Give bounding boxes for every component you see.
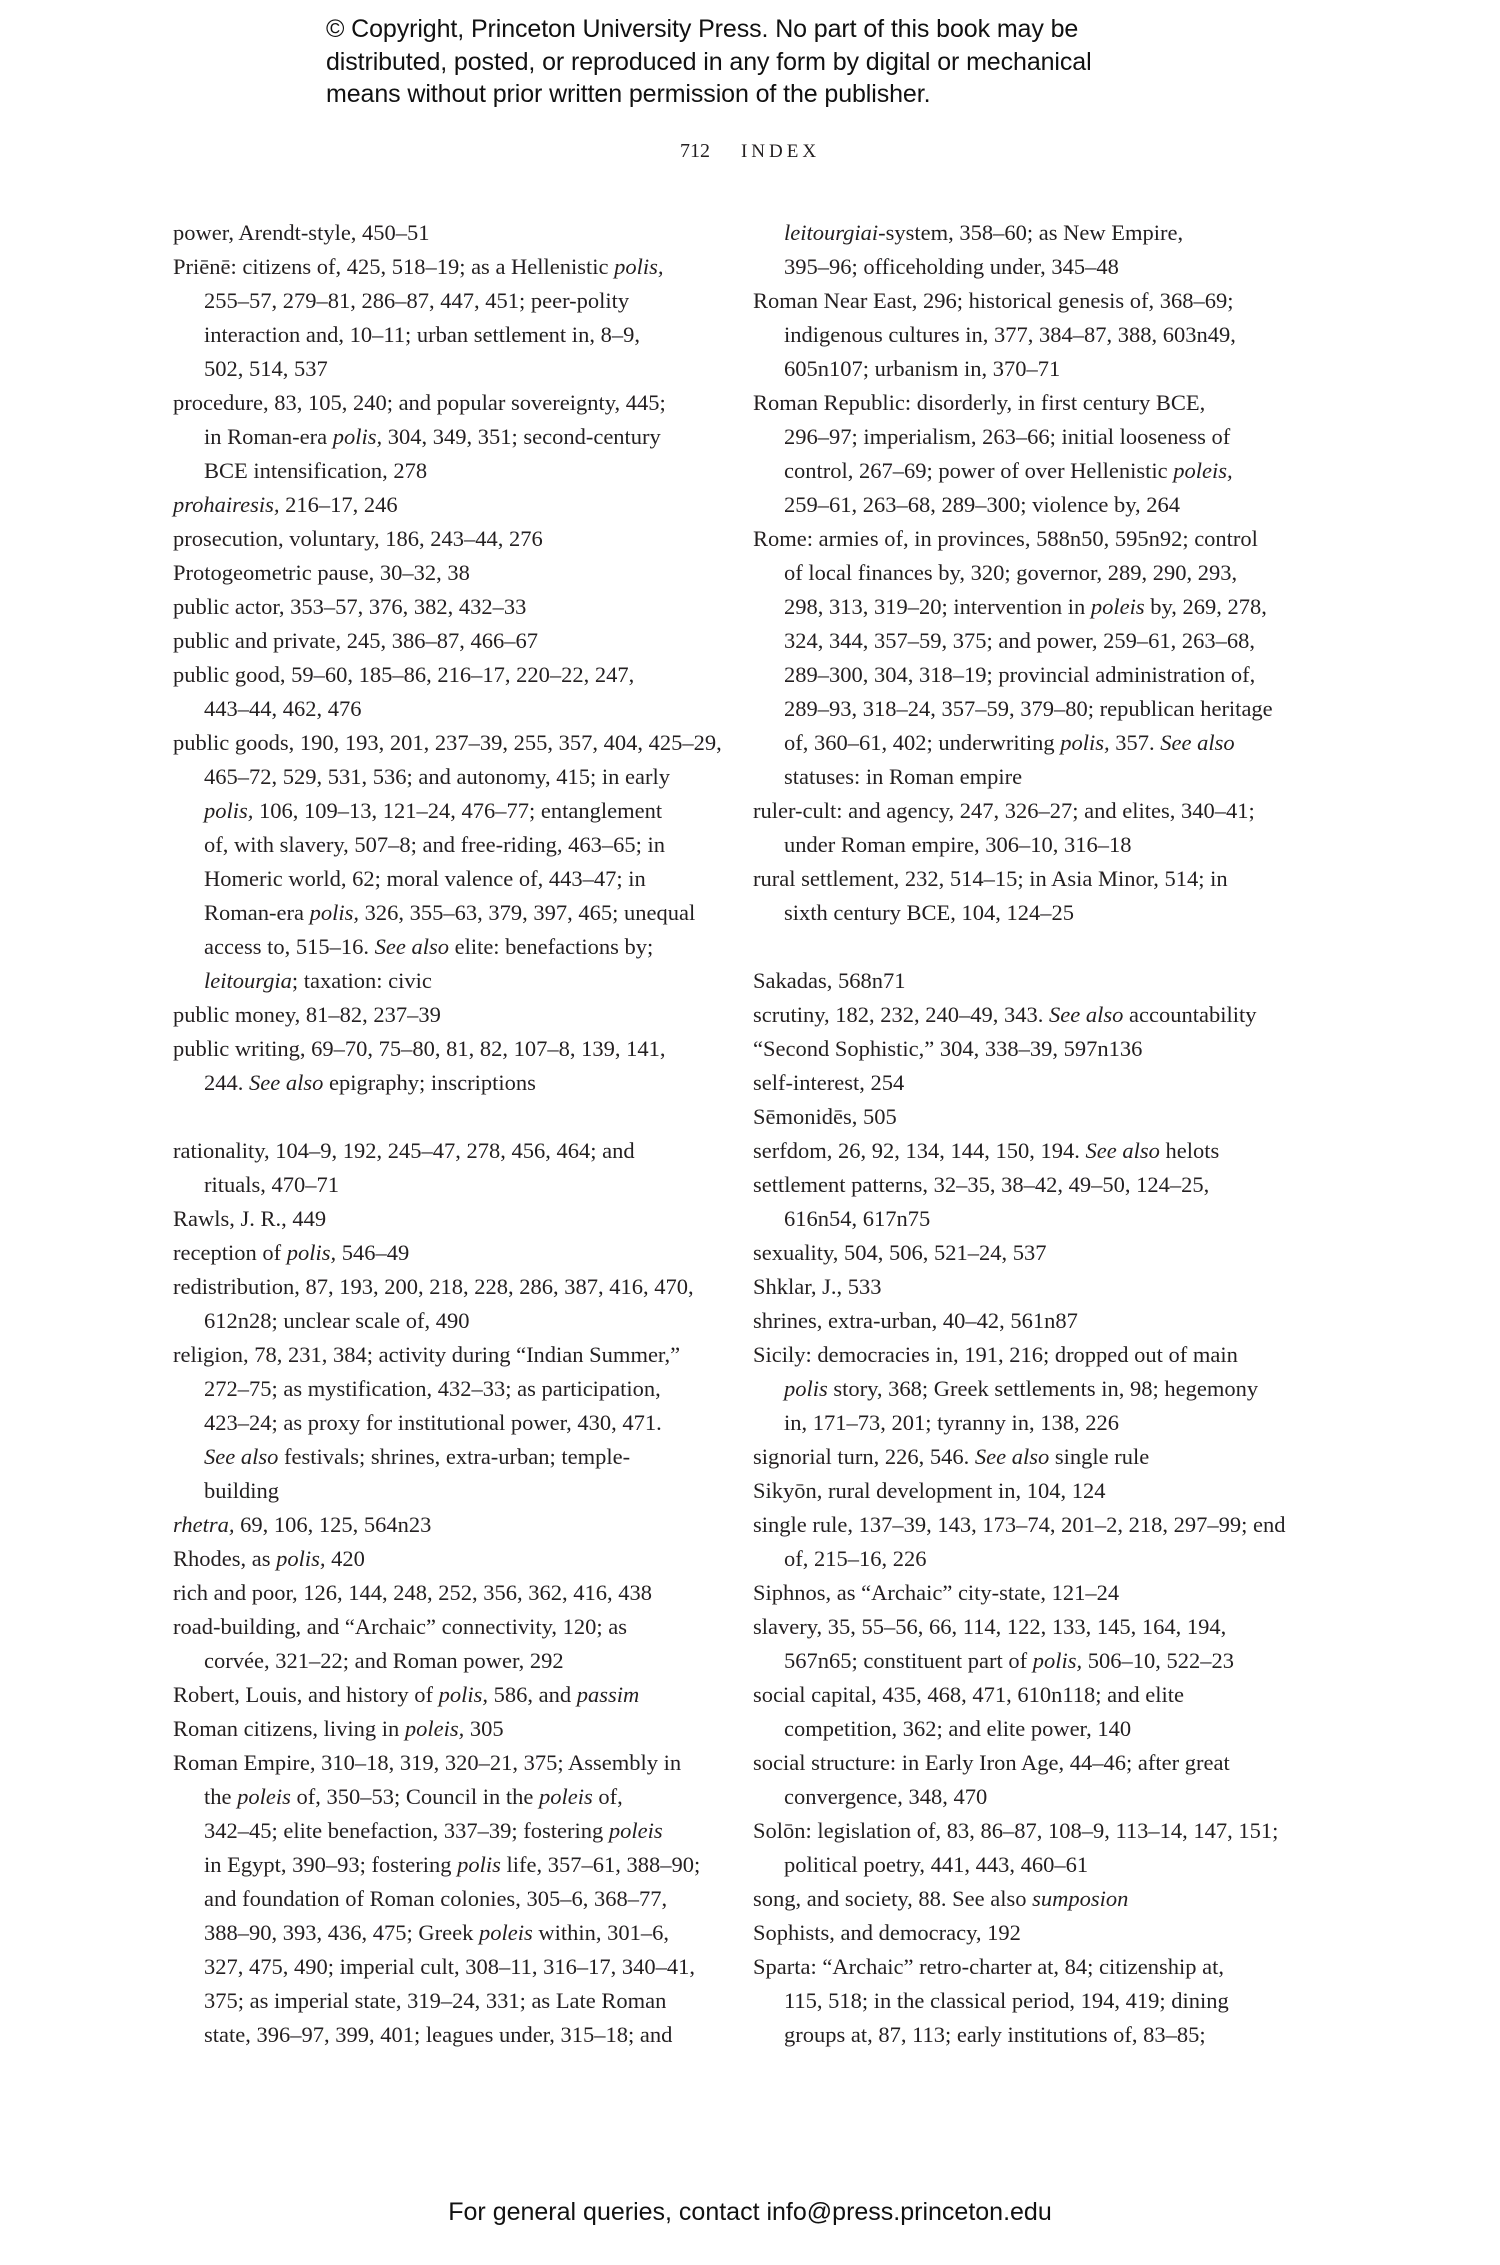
index-entry <box>173 556 718 590</box>
index-entry-continuation: convergence, 348, 470 <box>784 1784 988 1809</box>
index-entry-headline: social structure: in Early Iron Age, 44–46; after great <box>753 1750 1230 1775</box>
index-entry <box>173 1134 718 1202</box>
index-entry-headline: Robert, Louis, and history of polis, 586, and passim <box>173 1682 640 1707</box>
index-entry <box>753 1576 1318 1610</box>
index-entry-continuation: groups at, 87, 113; early institutions of, 83–85; <box>784 2022 1206 2047</box>
running-title: INDEX <box>740 141 821 162</box>
index-entry-continuation: 259–61, 263–68, 289–300; violence by, 264 <box>784 492 1181 517</box>
index-entry-continuation: polis story, 368; Greek settlements in, 98; hegemony <box>784 1376 1259 1401</box>
index-entry <box>173 1746 718 2052</box>
letter-group-gap <box>753 930 1318 964</box>
index-entry-continuation: BCE intensification, 278 <box>204 458 428 483</box>
index-entry-headline: Roman Empire, 310–18, 319, 320–21, 375; Assembly in <box>173 1750 682 1775</box>
index-entry-continuation: 327, 475, 490; imperial cult, 308–11, 316–17, 340–41, <box>204 1954 696 1979</box>
index-entry-continuation: 375; as imperial state, 319–24, 331; as Late Roman <box>204 1988 667 2013</box>
copyright-line: © Copyright, Princeton University Press. No part of this book may be <box>326 15 1079 43</box>
index-entry-headline: social capital, 435, 468, 471, 610n118; and elite <box>753 1682 1184 1707</box>
copyright-line: means without prior written permission of the publisher. <box>326 80 931 108</box>
index-entry-headline: signorial turn, 226, 546. See also single rule <box>753 1444 1150 1469</box>
index-entry-headline: public money, 81–82, 237–39 <box>173 1002 441 1027</box>
index-entry-continuation: 567n65; constituent part of polis, 506–10, 522–23 <box>784 1648 1234 1673</box>
index-entry <box>753 1950 1318 2052</box>
index-entry <box>173 216 718 250</box>
index-entry-continuation: 342–45; elite benefaction, 337–39; fostering poleis <box>204 1818 663 1843</box>
index-entry <box>753 216 1318 284</box>
index-entry <box>753 794 1318 862</box>
index-entry-headline: Roman citizens, living in poleis, 305 <box>173 1716 504 1741</box>
index-entry-headline: reception of polis, 546–49 <box>173 1240 410 1265</box>
index-entry-headline: Protogeometric pause, 30–32, 38 <box>173 560 470 585</box>
index-entry-continuation: 443–44, 462, 476 <box>204 696 362 721</box>
index-entry-headline: Solōn: legislation of, 83, 86–87, 108–9, 113–14, 147, 151; <box>753 1818 1279 1843</box>
index-entry-continuation: 423–24; as proxy for institutional power, 430, 471. <box>204 1410 662 1435</box>
page-number: 712 <box>679 140 710 162</box>
index-entry-continuation: indigenous cultures in, 377, 384–87, 388, 603n49, <box>784 322 1236 347</box>
index-entry-headline: public and private, 245, 386–87, 466–67 <box>173 628 538 653</box>
index-entry <box>753 1066 1318 1100</box>
index-entry-headline: Rhodes, as polis, 420 <box>173 1546 365 1571</box>
index-entry <box>173 590 718 624</box>
index-entry <box>173 1576 718 1610</box>
index-entry <box>173 1542 718 1576</box>
index-entry-continuation: the poleis of, 350–53; Council in the poleis of, <box>204 1784 623 1809</box>
index-entry <box>753 1508 1318 1576</box>
index-entry-headline: public good, 59–60, 185–86, 216–17, 220–22, 247, <box>173 662 635 687</box>
index-entry-headline: Sophists, and democracy, 192 <box>753 1920 1021 1945</box>
index-entry-headline: ruler-cult: and agency, 247, 326–27; and elites, 340–41; <box>753 798 1255 823</box>
index-entry <box>753 1746 1318 1814</box>
index-entry <box>173 624 718 658</box>
index-entry <box>173 1202 718 1236</box>
index-entry <box>753 1304 1318 1338</box>
index-entry-continuation: and foundation of Roman colonies, 305–6, 368–77, <box>204 1886 668 1911</box>
index-entry <box>753 1100 1318 1134</box>
index-entry-continuation: in Roman-era polis, 304, 349, 351; second-century <box>204 424 661 449</box>
index-entry <box>173 522 718 556</box>
index-entry <box>173 250 718 386</box>
index-entry <box>753 998 1318 1032</box>
index-entry-continuation: leitourgiai-system, 358–60; as New Empire, <box>784 220 1184 245</box>
index-entry-continuation: statuses: in Roman empire <box>784 764 1023 789</box>
index-entry <box>753 964 1318 998</box>
index-entry <box>173 1236 718 1270</box>
index-entry-continuation: 465–72, 529, 531, 536; and autonomy, 415; in early <box>204 764 670 789</box>
index-entry-headline: Siphnos, as “Archaic” city-state, 121–24 <box>753 1580 1120 1605</box>
index-entry-headline: sexuality, 504, 506, 521–24, 537 <box>753 1240 1047 1265</box>
index-entry-continuation: of local finances by, 320; governor, 289, 290, 293, <box>784 560 1238 585</box>
index-entry-continuation: leitourgia; taxation: civic <box>204 968 432 993</box>
index-entry-headline: road-building, and “Archaic” connectivity, 120; as <box>173 1614 628 1639</box>
index-entry-continuation: 616n54, 617n75 <box>784 1206 931 1231</box>
index-entry <box>753 862 1318 930</box>
index-entry <box>753 1678 1318 1746</box>
index-entry-headline: scrutiny, 182, 232, 240–49, 343. See also accountability <box>753 1002 1257 1027</box>
index-entry <box>753 1474 1318 1508</box>
index-entry-headline: rhetra, 69, 106, 125, 564n23 <box>173 1512 432 1537</box>
index-entry-headline: public goods, 190, 193, 201, 237–39, 255, 357, 404, 425–29, <box>173 730 722 755</box>
index-entry-headline: religion, 78, 231, 384; activity during “Indian Summer,” <box>173 1342 681 1367</box>
index-entry-continuation: 289–93, 318–24, 357–59, 379–80; republican heritage <box>784 696 1273 721</box>
index-entry-headline: Rawls, J. R., 449 <box>173 1206 327 1231</box>
index-entry <box>753 1032 1318 1066</box>
index-entry <box>173 658 718 726</box>
index-entry-continuation: of, 215–16, 226 <box>784 1546 927 1571</box>
index-entry <box>173 1270 718 1338</box>
index-entry-continuation: under Roman empire, 306–10, 316–18 <box>784 832 1132 857</box>
index-entry <box>173 1032 718 1100</box>
index-entry <box>173 726 722 998</box>
index-entry-headline: Sakadas, 568n71 <box>753 968 906 993</box>
index-entry-continuation: building <box>204 1478 280 1503</box>
index-entry-continuation: 324, 344, 357–59, 375; and power, 259–61, 263–68, <box>784 628 1255 653</box>
index-entry-continuation: See also festivals; shrines, extra-urban; temple- <box>204 1444 631 1469</box>
contact-footer: For general queries, contact info@press.princeton.edu <box>448 2198 1052 2226</box>
index-entry-continuation: 395–96; officeholding under, 345–48 <box>784 254 1119 279</box>
index-entry-headline: Sicily: democracies in, 191, 216; dropped out of main <box>753 1342 1238 1367</box>
index-entry-headline: prohairesis, 216–17, 246 <box>173 492 398 517</box>
index-entry-continuation: Roman-era polis, 326, 355–63, 379, 397, 465; unequal <box>204 900 696 925</box>
index-entry-headline: redistribution, 87, 193, 200, 218, 228, 286, 387, 416, 470, <box>173 1274 694 1299</box>
index-entry <box>753 1916 1318 1950</box>
index-entry-headline: rich and poor, 126, 144, 248, 252, 356, 362, 416, 438 <box>173 1580 653 1605</box>
index-entry-continuation: 289–300, 304, 318–19; provincial administration of, <box>784 662 1256 687</box>
index-entry <box>753 386 1318 522</box>
index-entry-continuation: 244. See also epigraphy; inscriptions <box>204 1070 536 1095</box>
copyright-notice <box>326 13 1226 111</box>
index-entry-continuation: competition, 362; and elite power, 140 <box>784 1716 1132 1741</box>
index-entry-continuation: sixth century BCE, 104, 124–25 <box>784 900 1074 925</box>
index-entry-continuation: of, 360–61, 402; underwriting polis, 357. See also <box>784 730 1235 755</box>
index-entry <box>753 1440 1318 1474</box>
index-entry <box>753 1236 1318 1270</box>
index-entry <box>173 998 718 1032</box>
index-entry-headline: Shklar, J., 533 <box>753 1274 882 1299</box>
index-entry <box>753 1168 1318 1236</box>
index-entry-headline: prosecution, voluntary, 186, 243–44, 276 <box>173 526 543 551</box>
index-entry-continuation: interaction and, 10–11; urban settlement in, 8–9, <box>204 322 640 347</box>
index-entry-continuation: 605n107; urbanism in, 370–71 <box>784 356 1061 381</box>
index-entry-continuation: political poetry, 441, 443, 460–61 <box>784 1852 1089 1877</box>
index-entry <box>173 1712 718 1746</box>
index-entry-continuation: in Egypt, 390–93; fostering polis life, 357–61, 388–90; <box>204 1852 701 1877</box>
index-entry <box>173 1610 718 1678</box>
index-entry-headline: self-interest, 254 <box>753 1070 905 1095</box>
index-entry-headline: public actor, 353–57, 376, 382, 432–33 <box>173 594 527 619</box>
index-entry-headline: Priēnē: citizens of, 425, 518–19; as a Hellenistic polis, <box>173 254 664 279</box>
index-entry <box>753 1610 1318 1678</box>
index-entry <box>753 1134 1318 1168</box>
index-entry-headline: rural settlement, 232, 514–15; in Asia Minor, 514; in <box>753 866 1228 891</box>
index-column-left <box>173 216 722 2052</box>
index-entry-continuation: 502, 514, 537 <box>204 356 328 381</box>
index-entry-headline: Sēmonidēs, 505 <box>753 1104 897 1129</box>
index-entry <box>753 1338 1318 1440</box>
index-entry-continuation: 612n28; unclear scale of, 490 <box>204 1308 470 1333</box>
index-entry-continuation: access to, 515–16. See also elite: benefactions by; <box>204 934 654 959</box>
index-entry <box>173 1338 718 1508</box>
index-entry <box>753 1270 1318 1304</box>
index-entry-continuation: 298, 313, 319–20; intervention in poleis by, 269, 278, <box>784 594 1267 619</box>
index-entry-headline: procedure, 83, 105, 240; and popular sovereignty, 445; <box>173 390 666 415</box>
index-entry-continuation: 296–97; imperialism, 263–66; initial looseness of <box>784 424 1231 449</box>
index-entry <box>753 1882 1318 1916</box>
index-entry <box>173 488 718 522</box>
index-entry-headline: rationality, 104–9, 192, 245–47, 278, 456, 464; and <box>173 1138 635 1163</box>
index-entry-headline: song, and society, 88. See also sumposion <box>753 1886 1129 1911</box>
index-entry-continuation: 272–75; as mystification, 432–33; as participation, <box>204 1376 661 1401</box>
index-entry-headline: Sikyōn, rural development in, 104, 124 <box>753 1478 1106 1503</box>
index-entry-continuation: 255–57, 279–81, 286–87, 447, 451; peer-polity <box>204 288 630 313</box>
index-entry-continuation: rituals, 470–71 <box>204 1172 339 1197</box>
index-entry-continuation: state, 396–97, 399, 401; leagues under, 315–18; and <box>204 2022 673 2047</box>
index-entry-continuation: 388–90, 393, 436, 475; Greek poleis within, 301–6, <box>204 1920 669 1945</box>
index-entry-headline: slavery, 35, 55–56, 66, 114, 122, 133, 145, 164, 194, <box>753 1614 1227 1639</box>
index-entry-headline: Roman Republic: disorderly, in first century BCE, <box>753 390 1206 415</box>
index-entry-continuation: polis, 106, 109–13, 121–24, 476–77; entanglement <box>204 798 663 823</box>
index-entry <box>173 386 718 488</box>
index-entry-headline: serfdom, 26, 92, 134, 144, 150, 194. See also helots <box>753 1138 1220 1163</box>
index-entry-continuation: in, 171–73, 201; tyranny in, 138, 226 <box>784 1410 1119 1435</box>
index-entry-continuation: control, 267–69; power of over Hellenistic poleis, <box>784 458 1233 483</box>
index-entry-headline: “Second Sophistic,” 304, 338–39, 597n136 <box>753 1036 1143 1061</box>
index-entry <box>173 1678 718 1712</box>
index-entry <box>173 1508 718 1542</box>
index-column-right <box>753 216 1318 2052</box>
index-entry-headline: Rome: armies of, in provinces, 588n50, 595n92; control <box>753 526 1258 551</box>
index-entry <box>753 522 1318 794</box>
index-entry <box>753 284 1318 386</box>
index-entry-headline: single rule, 137–39, 143, 173–74, 201–2, 218, 297–99; end <box>753 1512 1286 1537</box>
copyright-line: distributed, posted, or reproduced in any form by digital or mechanical <box>326 47 1092 76</box>
index-entry-continuation: 115, 518; in the classical period, 194, 419; dining <box>784 1988 1229 2013</box>
index-entry-headline: public writing, 69–70, 75–80, 81, 82, 107–8, 139, 141, <box>173 1036 666 1061</box>
index-entry-headline: shrines, extra-urban, 40–42, 561n87 <box>753 1308 1078 1333</box>
running-head <box>0 140 1500 163</box>
index-entry-headline: settlement patterns, 32–35, 38–42, 49–50, 124–25, <box>753 1172 1210 1197</box>
index-entry-continuation: of, with slavery, 507–8; and free-riding, 463–65; in <box>204 832 665 857</box>
letter-group-gap <box>173 1100 718 1134</box>
index-entry-headline: power, Arendt-style, 450–51 <box>173 220 430 245</box>
index-entry-headline: Roman Near East, 296; historical genesis of, 368–69; <box>753 288 1234 313</box>
index-entry-headline: Sparta: “Archaic” retro-charter at, 84; citizenship at, <box>753 1954 1225 1979</box>
index-entry-continuation: corvée, 321–22; and Roman power, 292 <box>204 1648 564 1673</box>
index-entry <box>753 1814 1318 1882</box>
index-entry-continuation: Homeric world, 62; moral valence of, 443–47; in <box>204 866 646 891</box>
